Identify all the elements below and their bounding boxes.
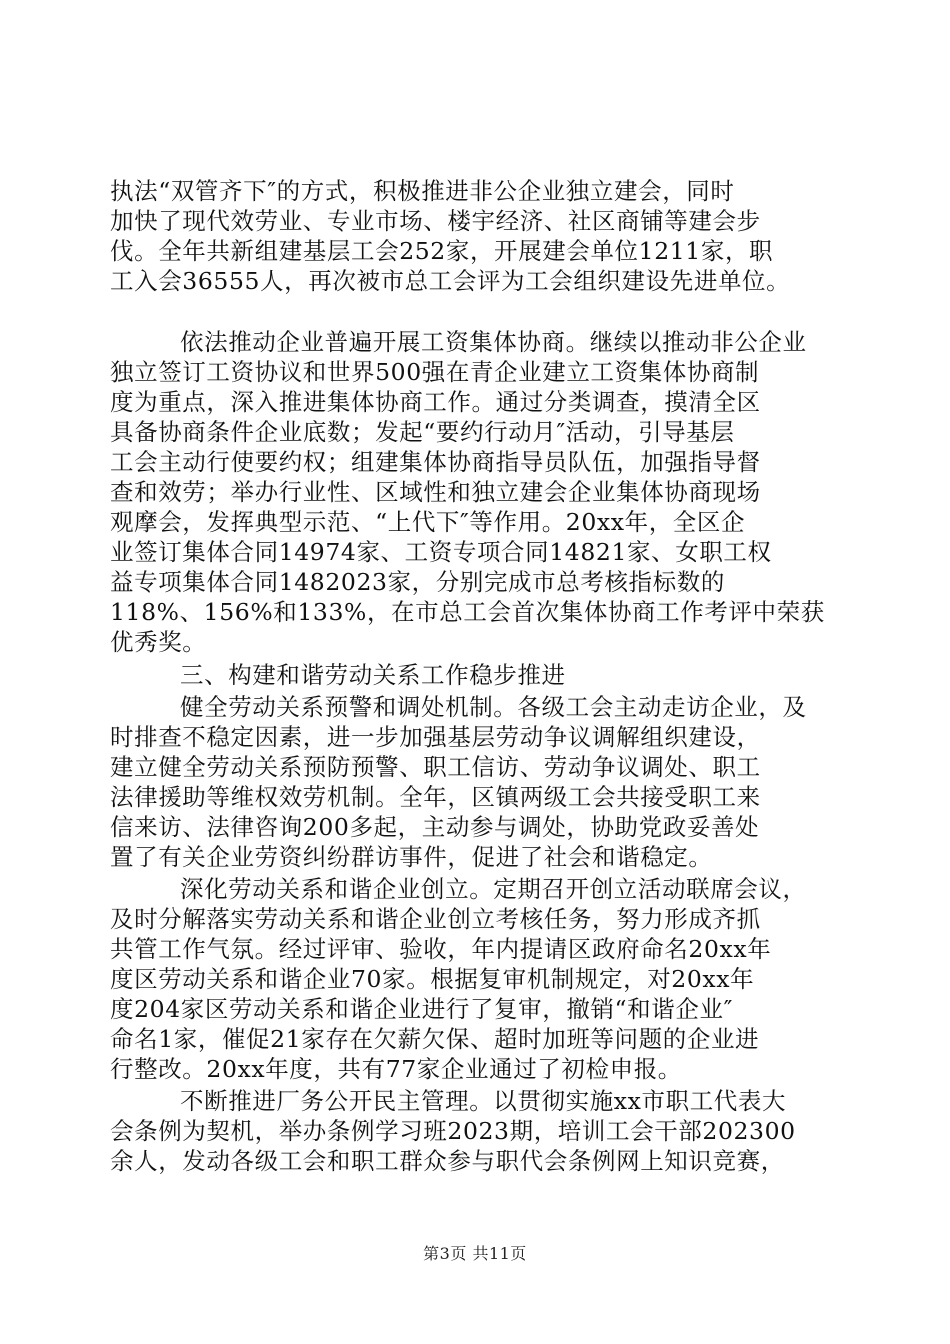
text-line: 依法推动企业普遍开展工资集体协商。继续以推动非公企业: [180, 328, 807, 356]
text-line: 度区劳动关系和谐企业70家。根据复审机制规定，对20xx年: [110, 965, 755, 993]
text-line: 共管工作气氛。经过评审、验收，年内提请区政府命名20xx年: [110, 935, 772, 963]
text-line: 查和效劳；举办行业性、区域性和独立建会企业集体协商现场: [110, 478, 761, 506]
text-line: 具备协商条件企业底数；发起“要约行动月″活动，引导基层: [110, 418, 735, 446]
text-line: 观摩会，发挥典型示范、“上代下″等作用。20xx年，全区企: [110, 508, 746, 536]
text-line: 命名1家，催促21家存在欠薪欠保、超时加班等问题的企业进: [110, 1025, 760, 1053]
text-line: 时排查不稳定因素，进一步加强基层劳动争议调解组织建设，: [110, 723, 761, 751]
text-line: 不断推进厂务公开民主管理。以贯彻实施xx市职工代表大: [180, 1087, 787, 1115]
text-line: 业签订集体合同14974家、工资专项合同14821家、女职工权: [110, 538, 772, 566]
text-line: 法律援助等维权效劳机制。全年，区镇两级工会共接受职工来: [110, 783, 761, 811]
text-line: 益专项集体合同1482023家，分别完成市总考核指标数的: [110, 568, 725, 596]
section-heading: 三、构建和谐劳动关系工作稳步推进: [180, 661, 566, 689]
text-line: 工入会36555人，再次被市总工会评为工会组织建设先进单位。: [110, 267, 791, 295]
text-line: 独立签订工资协议和世界500强在青企业建立工资集体协商制: [110, 358, 760, 386]
text-line: 优秀奖。: [110, 628, 207, 656]
text-line: 工会主动行使要约权；组建集体协商指导员队伍，加强指导督: [110, 448, 761, 476]
text-line: 建立健全劳动关系预防预警、职工信访、劳动争议调处、职工: [110, 753, 761, 781]
text-line: 伐。全年共新组建基层工会252家，开展建会单位1211家，职: [110, 237, 774, 265]
text-line: 健全劳动关系预警和调处机制。各级工会主动走访企业，及: [180, 693, 807, 721]
text-line: 及时分解落实劳动关系和谐企业创立考核任务，努力形成齐抓: [110, 905, 761, 933]
text-line: 置了有关企业劳资纠纷群访事件，促进了社会和谐稳定。: [110, 843, 713, 871]
text-line: 信来访、法律咨询200多起，主动参与调处，协助党政妥善处: [110, 813, 760, 841]
text-line: 深化劳动关系和谐企业创立。定期召开创立活动联席会议，: [180, 875, 807, 903]
text-line: 行整改。20xx年度，共有77家企业通过了初检申报。: [110, 1055, 682, 1083]
text-line: 执法“双管齐下″的方式，积极推进非公企业独立建会，同时: [110, 177, 735, 205]
text-line: 加快了现代效劳业、专业市场、楼宇经济、社区商铺等建会步: [110, 207, 761, 235]
text-line: 余人，发动各级工会和职工群众参与职代会条例网上知识竞赛，: [110, 1147, 785, 1175]
text-line: 度204家区劳动关系和谐企业进行了复审，撤销“和谐企业″: [110, 995, 733, 1023]
text-line: 118%、156%和133%，在市总工会首次集体协商工作考评中荣获: [110, 598, 825, 626]
page-footer: 第3页 共11页: [423, 1244, 527, 1263]
text-line: 度为重点，深入推进集体协商工作。通过分类调查，摸清全区: [110, 388, 761, 416]
text-line: 会条例为契机，举办条例学习班2023期，培训工会干部202300: [110, 1117, 796, 1145]
